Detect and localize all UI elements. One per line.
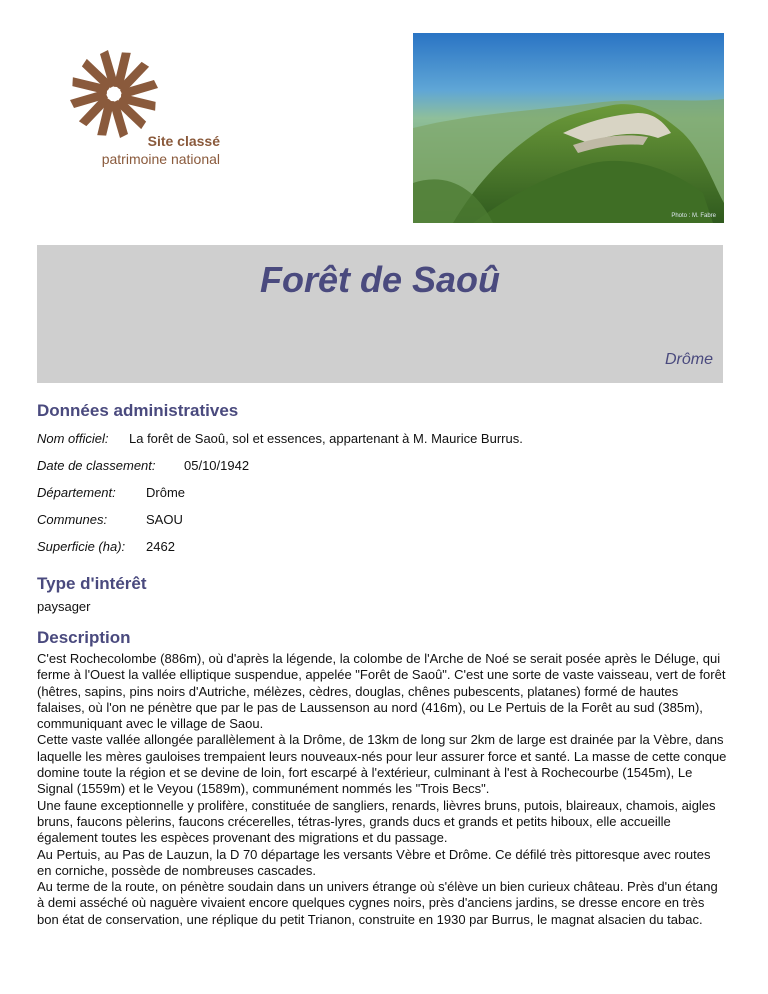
field-label: Département: xyxy=(37,485,116,500)
description-heading: Description xyxy=(37,628,131,647)
admin-heading: Données administratives xyxy=(37,401,239,420)
field-departement xyxy=(37,485,727,501)
banner-department: Drôme xyxy=(664,351,713,368)
interest-value: paysager xyxy=(37,599,91,614)
field-label: Nom officiel: xyxy=(37,431,109,446)
description-text xyxy=(37,651,727,928)
field-value: 2462 xyxy=(146,539,175,554)
description-paragraph: Cette vaste vallée allongée parallèlement à la Drôme, de 13km de long sur 2km de large est drainée par la Vèbre, dans laquelle les mères gauloises trempaient leurs nouveaux-nés pour leur assurer force et santé. La masse de cette conque domine toute la région et se devine de loin, fort escarpé à l'extérieur, culminant à l'est à Rochecourbe (1545m), Le Signal (1559m) et le Veyou (1589m), communément nommés les "Trois Becs". xyxy=(37,732,727,797)
logo-subtitle: patrimoine national xyxy=(101,151,220,167)
field-date-classement xyxy=(37,458,727,474)
interest-heading: Type d'intérêt xyxy=(37,574,147,593)
field-nom-officiel xyxy=(37,431,727,447)
description-paragraph: Une faune exceptionnelle y prolifère, constituée de sangliers, renards, lièvres bruns, putois, blaireaux, chamois, aigles bruns, faucons pèlerins, faucons crécerelles, tétras-lyres, grands ducs et grands et petits hiboux, elle accueille également toutes les espèces provenant des migrations et du passage. xyxy=(37,797,716,846)
field-label: Communes: xyxy=(37,512,108,527)
page-title: Forêt de Saoû xyxy=(259,259,501,300)
field-label: Superficie (ha): xyxy=(37,539,126,554)
title-banner xyxy=(37,245,723,383)
field-value: Drôme xyxy=(146,485,186,500)
description-paragraph: Au Pertuis, au Pas de Lauzun, la D 70 départage les versants Vèbre et Drôme. Ce défilé très pittoresque avec routes en corniche, possède de nombreuses cascades. xyxy=(37,846,711,878)
field-value: SAOU xyxy=(146,512,183,527)
content xyxy=(37,400,727,928)
logo-title: Site classé xyxy=(147,133,220,149)
aerial-photo xyxy=(413,33,724,223)
mountain-landscape-image xyxy=(413,33,724,223)
field-value: La forêt de Saoû, sol et essences, appartenant à M. Maurice Burrus. xyxy=(129,431,523,446)
field-label: Date de classement: xyxy=(37,458,156,473)
field-value: 05/10/1942 xyxy=(184,458,250,473)
photo-credit: Photo : M. Fabre xyxy=(671,213,716,219)
description-paragraph: C'est Rochecolombe (886m), où d'après la légende, la colombe de l'Arche de Noé se serait posée après le Déluge, qui ferme à l'Ouest la vallée elliptique suspendue, appelée "Forêt de Saoû". C'est une sorte de vaste vaisseau, vert de forêt (hêtres, sapins, pins noirs d'Autriche, mélèzes, cèdres, douglas, chênes pubescents, platanes) formé de hautes falaises, où l'on ne pénètre que par le pas de Laussenson au nord (416m), ou Le Pertuis de la Forêt au sud (385m), communiquant avec le village de Saou. xyxy=(37,651,726,732)
description-paragraph: Au terme de la route, on pénètre soudain dans un univers étrange où s'élève un bien curieux château. Près d'un étang à demi asséché où naguère vivaient encore quelques cygnes noirs, près d'anciens jardins, se dresse encore en très bon état de conservation, une réplique du petit Trianon, construite en 1930 par Burrus, le magnat alsacien du tabac. xyxy=(37,879,718,927)
site-classe-star-logo-icon xyxy=(34,44,194,144)
field-communes xyxy=(37,512,727,528)
field-superficie xyxy=(37,539,727,555)
